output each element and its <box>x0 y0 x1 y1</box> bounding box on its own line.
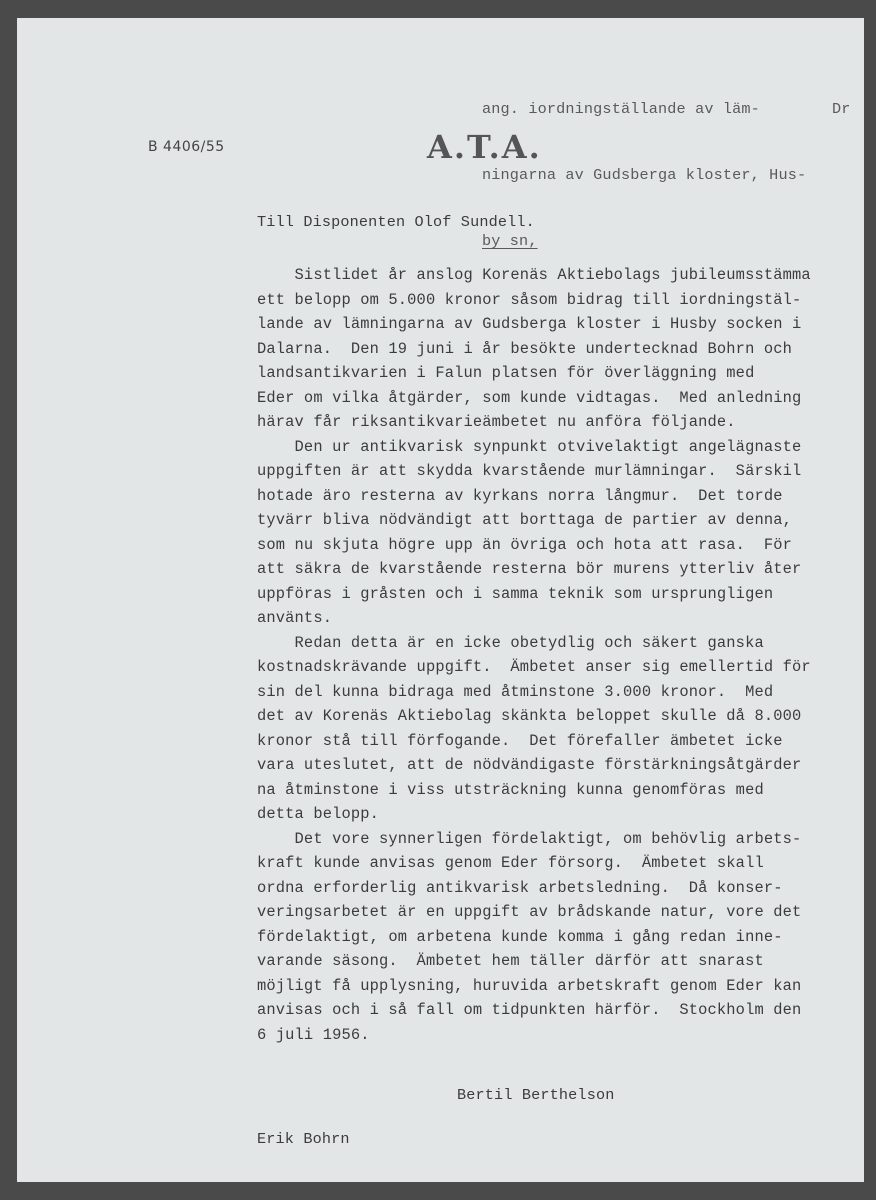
body-line: na åtminstone i viss utsträckning kunna genomföras med <box>257 780 764 799</box>
body-line: uppgiften är att skydda kvarstående murlämningar. Särskil <box>257 462 802 480</box>
body-line: anvisas och i så fall om tidpunkten härför. Stockholm den <box>257 1001 802 1019</box>
body-line: ordna erforderlig antikvarisk arbetsledning. Då konser- <box>257 878 783 897</box>
body-line: som nu skjuta högre upp än övriga och hota att rasa. För <box>257 535 792 554</box>
initials: Dr <box>832 100 851 118</box>
body-line: möjligt få upplysning, huruvida arbetskraft genom Eder kan <box>257 976 802 995</box>
body-line: 6 juli 1956. <box>257 1025 370 1044</box>
body-line: detta belopp. <box>257 805 380 823</box>
body-line: veringsarbetet är en uppgift av brådskande natur, vore det <box>257 903 802 921</box>
body-line: landsantikvarien i Falun platsen för överläggning med <box>257 364 755 382</box>
subject-header <box>482 54 806 296</box>
body-line: tyvärr bliva nödvändigt att borttaga de partier av denna, <box>257 511 792 529</box>
letter-body <box>257 263 811 1047</box>
body-line: lande av lämningarna av Gudsberga kloster i Husby socken i <box>257 315 802 333</box>
body-line: hotade äro resterna av kyrkans norra långmur. Det torde <box>257 486 783 505</box>
reference-number: B 4406/55 <box>148 139 225 155</box>
body-line: Den ur antikvarisk synpunkt otvivelaktigt angelägnaste <box>257 437 802 456</box>
signature-1: Bertil Berthelson <box>457 1086 615 1104</box>
signature-2: Erik Bohrn <box>257 1130 350 1148</box>
subject-line-1: ang. iordningställande av läm- <box>482 100 760 118</box>
body-line: härav får riksantikvarieämbetet nu anföra följande. <box>257 413 736 431</box>
body-line: använts. <box>257 609 333 627</box>
letterhead-title: A.T.A. <box>427 128 542 166</box>
body-line: det av Korenäs Aktiebolag skänkta beloppet skulle då 8.000 <box>257 707 802 725</box>
body-line: vara uteslutet, att de nödvändigaste förstärkningsåtgärder <box>257 756 802 774</box>
body-line: Det vore synnerligen fördelaktigt, om behövlig arbets- <box>257 829 802 848</box>
body-line: kostnadskrävande uppgift. Ämbetet anser sig emellertid för <box>257 658 811 676</box>
body-line: kraft kunde anvisas genom Eder försorg. Ämbetet skall <box>257 854 764 872</box>
body-line: Redan detta är en icke obetydlig och säkert ganska <box>257 633 764 652</box>
greeting: Till Disponenten Olof Sundell. <box>257 213 535 231</box>
body-line: ett belopp om 5.000 kronor såsom bidrag till iordningstäl- <box>257 290 802 309</box>
body-line: fördelaktigt, om arbetena kunde komma i gång redan inne- <box>257 927 783 946</box>
subject-line-2: ningarna av Gudsberga kloster, Hus- <box>482 166 807 184</box>
body-line: Dalarna. Den 19 juni i år besökte undertecknad Bohrn och <box>257 339 792 358</box>
body-line: att säkra de kvarstående resterna bör murens ytterliv åter <box>257 560 802 578</box>
body-line: sin del kunna bidraga med åtminstone 3.000 kronor. Med <box>257 682 774 701</box>
body-line: varande säsong. Ämbetet hem täller därför att snarast <box>257 952 764 970</box>
body-line: Eder om vilka åtgärder, som kunde vidtagas. Med anledning <box>257 388 802 407</box>
body-line: kronor stå till förfogande. Det förefaller ämbetet icke <box>257 731 783 750</box>
body-line: uppföras i gråsten och i samma teknik som ursprungligen <box>257 584 774 603</box>
document-page <box>17 18 864 1182</box>
subject-line-3: by sn, <box>482 232 538 250</box>
body-line: Sistlidet år anslog Korenäs Aktiebolags jubileumsstämma <box>257 266 811 284</box>
